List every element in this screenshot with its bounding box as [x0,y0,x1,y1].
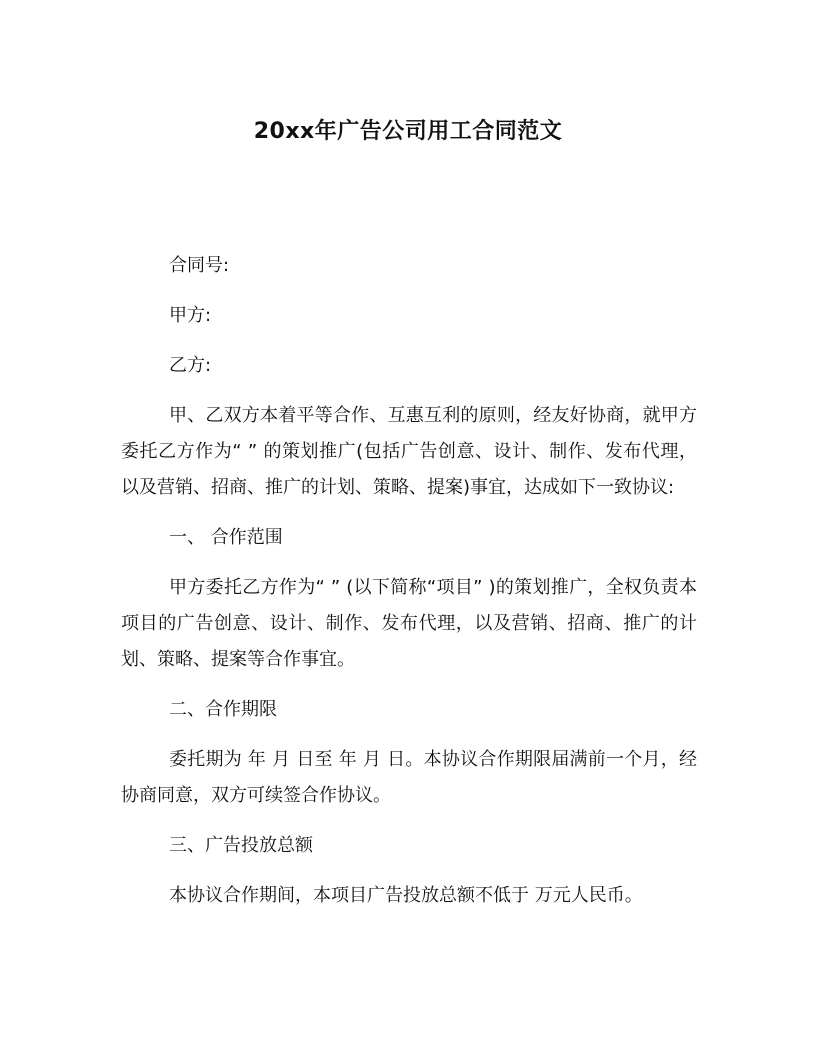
party-b-field: 乙方: [169,355,212,376]
section-text-scope: 甲方委托乙方作为“ ” (以下简称“项目” )的策划推广，全权负责本项目的广告创意、设计、制作、发布代理，以及营销、招商、推广的计划、策略、提案等合作事宜。 [121,577,697,670]
contract-number-field: 合同号: [169,255,230,276]
document-title: 20xx年广告公司用工合同范文 [253,119,563,144]
document-body [121,248,697,928]
section-text-ad-budget: 本协议合作期间，本项目广告投放总额不低于 万元人民币。 [169,885,643,906]
preamble-paragraph: 甲、乙双方本着平等合作、互惠互利的原则，经友好协商，就甲方委托乙方作为“ ” 的策划推广(包括广告创意、设计、制作、发布代理，以及营销、招商、推广的计划、策略、提案)事宜，达成如下一致协议: [121,405,697,498]
section-heading-term: 二、合作期限 [169,699,277,720]
section-text-term: 委托期为 年 月 日至 年 月 日。本协议合作期限届满前一个月，经协商同意，双方可续签合作协议。 [121,749,697,806]
section-heading-scope: 一、 合作范围 [169,527,283,548]
section-heading-ad-budget: 三、广告投放总额 [169,835,313,856]
party-a-field: 甲方: [169,305,212,326]
